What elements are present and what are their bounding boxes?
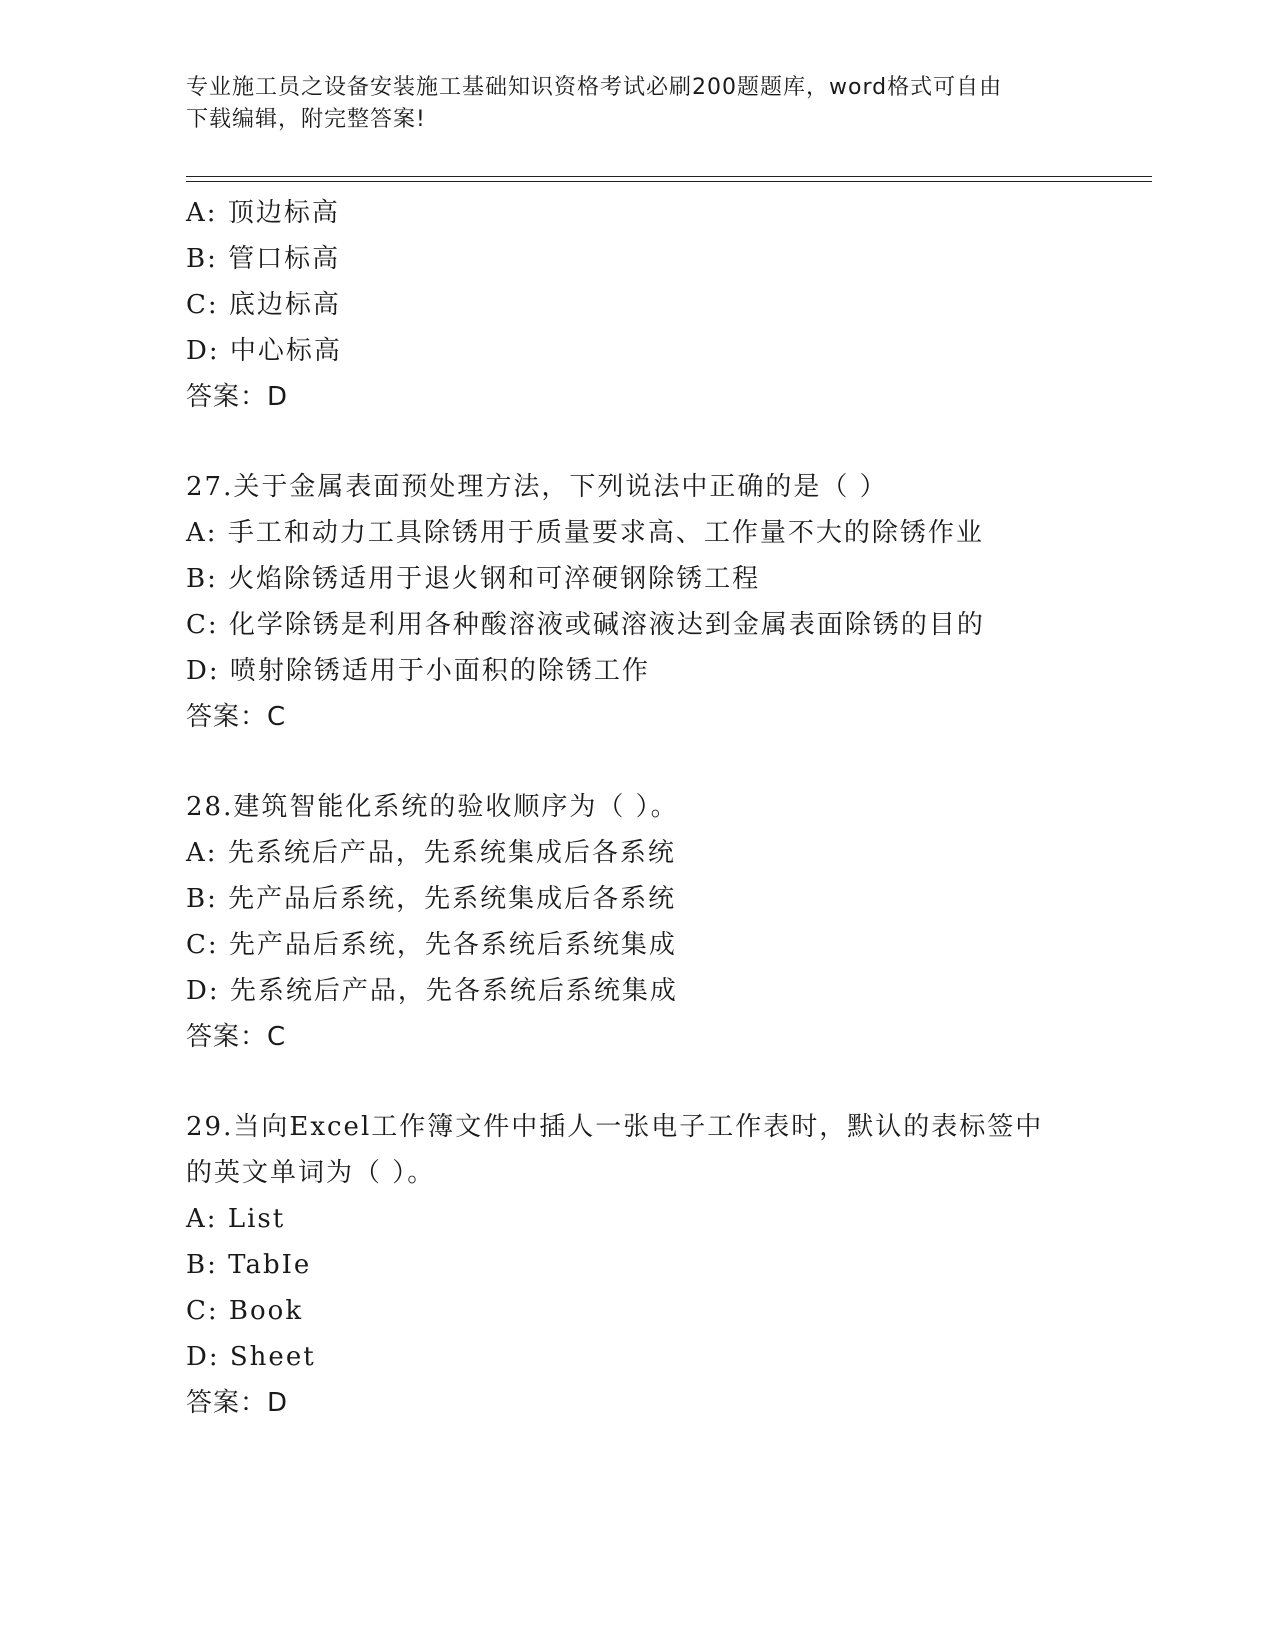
- answer-text: 答案：D: [186, 382, 289, 412]
- question-27: [186, 464, 1146, 740]
- option-c: [186, 922, 1146, 968]
- header-divider-bottom: [186, 181, 1152, 182]
- option-label: C:: [186, 1296, 219, 1326]
- option-d: [186, 1334, 1146, 1380]
- option-a: [186, 1196, 1146, 1242]
- option-c: [186, 1288, 1146, 1334]
- option-label: B:: [186, 564, 218, 594]
- option-b: [186, 556, 1146, 602]
- option-text: 先产品后系统，先各系统后系统集成: [228, 930, 677, 960]
- question-text: 27.关于金属表面预处理方法，下列说法中正确的是（ ）: [186, 472, 888, 502]
- option-label: D:: [186, 656, 220, 686]
- option-label: C:: [186, 930, 219, 960]
- option-label: D:: [186, 1342, 220, 1372]
- option-label: A:: [186, 838, 218, 868]
- option-text: TabIe: [228, 1250, 312, 1280]
- option-label: A:: [186, 198, 218, 228]
- header-divider-top: [186, 176, 1152, 177]
- option-text: 中心标高: [229, 336, 342, 366]
- header-title-line-2: 下载编辑，附完整答案!: [186, 107, 426, 132]
- question-list: [186, 190, 1146, 1426]
- option-text: Sheet: [229, 1342, 316, 1372]
- header-title-line-1: 专业施工员之设备安装施工基础知识资格考试必刷200题题库，word格式可自由: [186, 75, 1003, 100]
- option-text: 顶边标高: [227, 198, 340, 228]
- option-c: [186, 602, 1146, 648]
- option-d: [186, 968, 1146, 1014]
- option-text: 先系统后产品，先各系统后系统集成: [229, 976, 678, 1006]
- option-a: [186, 830, 1146, 876]
- option-d: [186, 648, 1146, 694]
- question-text-line-1: 29.当向Excel工作簿文件中插人一张电子工作表时，默认的表标签中: [186, 1112, 1044, 1142]
- option-label: C:: [186, 290, 219, 320]
- question-29: [186, 1104, 1146, 1426]
- option-text: 底边标高: [228, 290, 341, 320]
- option-b: [186, 1242, 1146, 1288]
- option-text: 火焰除锈适用于退火钢和可淬硬钢除锈工程: [228, 564, 761, 594]
- option-label: B:: [186, 884, 218, 914]
- option-a: [186, 510, 1146, 556]
- answer-text: 答案：D: [186, 1388, 289, 1418]
- option-text: 手工和动力工具除锈用于质量要求高、工作量不大的除锈作业: [227, 518, 984, 548]
- question-text-line-2: 的英文单词为（ ）。: [186, 1158, 436, 1188]
- answer-text: 答案：C: [186, 702, 287, 732]
- question-28: [186, 784, 1146, 1060]
- option-text: 管口标高: [228, 244, 341, 274]
- option-label: A:: [186, 518, 218, 548]
- option-text: List: [227, 1204, 286, 1234]
- option-label: D:: [186, 976, 220, 1006]
- answer-text: 答案：C: [186, 1022, 287, 1052]
- option-label: B:: [186, 244, 218, 274]
- partial-question: [186, 190, 1146, 420]
- option-text: 喷射除锈适用于小面积的除锈工作: [229, 656, 650, 686]
- option-b: [186, 876, 1146, 922]
- option-text: 先系统后产品，先系统集成后各系统: [227, 838, 676, 868]
- option-label: B:: [186, 1250, 218, 1280]
- option-label: D:: [186, 336, 220, 366]
- option-text: 化学除锈是利用各种酸溶液或碱溶液达到金属表面除锈的目的: [228, 610, 985, 640]
- option-d: [186, 328, 1146, 374]
- option-a: [186, 190, 1146, 236]
- option-c: [186, 282, 1146, 328]
- question-text: 28.建筑智能化系统的验收顺序为（ ）。: [186, 792, 679, 822]
- document-header: [186, 72, 1066, 136]
- option-b: [186, 236, 1146, 282]
- option-text: 先产品后系统，先系统集成后各系统: [228, 884, 677, 914]
- option-label: C:: [186, 610, 219, 640]
- option-label: A:: [186, 1204, 218, 1234]
- option-text: Book: [228, 1296, 304, 1326]
